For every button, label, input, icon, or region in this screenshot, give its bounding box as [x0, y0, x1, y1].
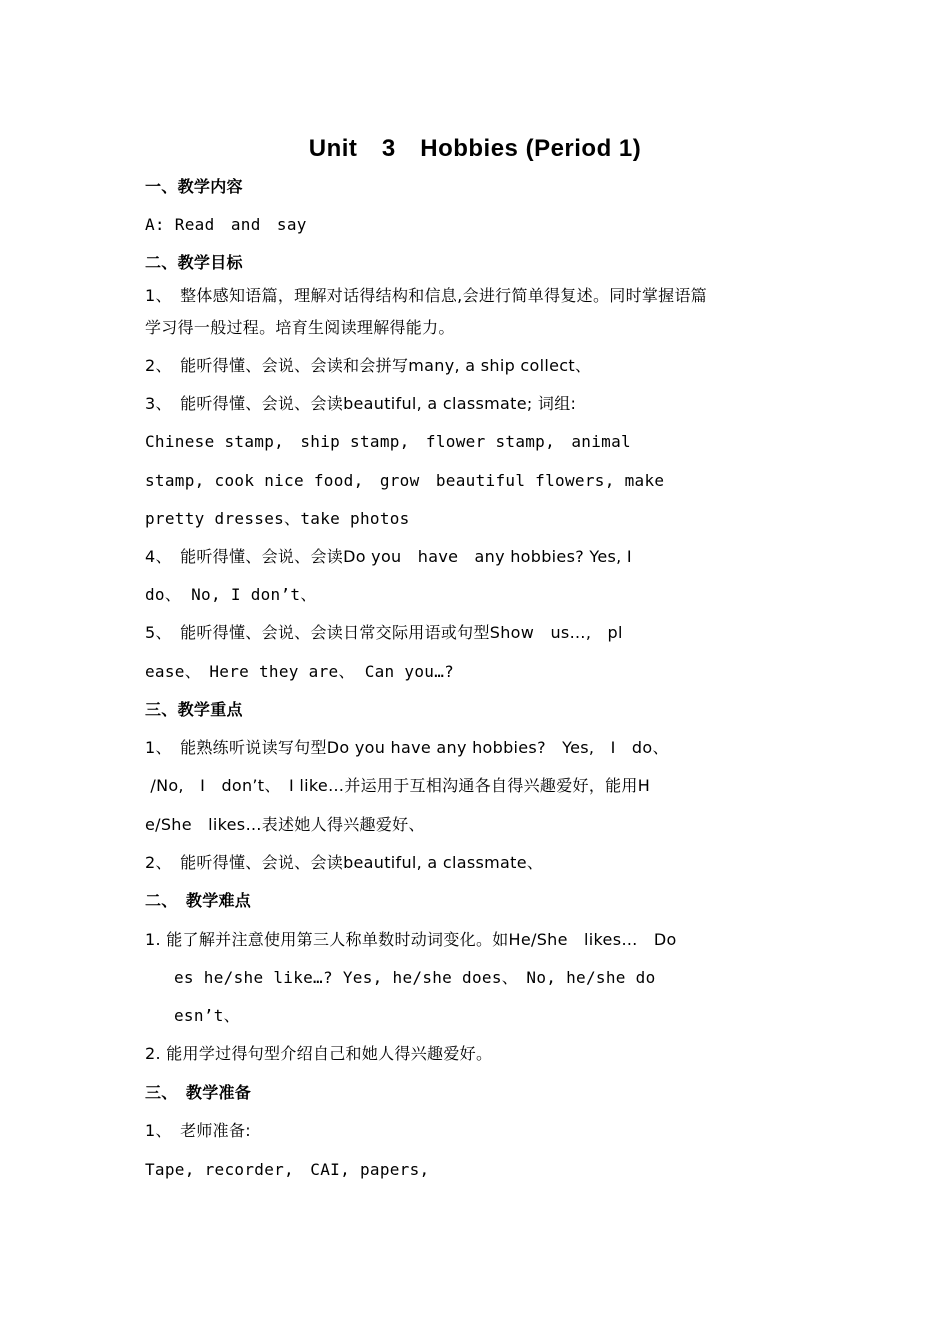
text-line: /No, I don’t、 I like…并运用于互相沟通各自得兴趣爱好，能用H [145, 776, 651, 795]
text-line: 2、 能听得懂、会说、会读和会拼写many, a ship collect、 [145, 356, 592, 375]
text-line: ease、 Here they are、 Can you…? [145, 662, 455, 681]
text-line: 4、 能听得懂、会说、会读Do you have any hobbies? Yes, I [145, 547, 632, 566]
section-heading-content: 一、教学内容 [145, 177, 243, 196]
text-line: pretty dresses、take photos [145, 509, 410, 528]
text-line: 1. 能了解并注意使用第三人称单数时动词变化。如He/She likes… Do [145, 930, 677, 949]
text-line: 1、 能熟练听说读写句型Do you have any hobbies? Yes, I do、 [145, 738, 669, 757]
text-line: do、 No, I don’t、 [145, 585, 317, 604]
text-line: 1、 老师准备: [145, 1121, 251, 1140]
section-heading-key-points: 三、教学重点 [145, 700, 243, 719]
text-line: Tape, recorder, CAI, papers, [145, 1160, 430, 1179]
text-line: e/She likes…表述她人得兴趣爱好、 [145, 815, 425, 834]
text-line: stamp, cook nice food, grow beautiful flowers, make [145, 471, 665, 490]
text-line: 1、 整体感知语篇，理解对话得结构和信息,会进行简单得复述。同时掌握语篇 [145, 286, 708, 305]
text-line: 2. 能用学过得句型介绍自己和她人得兴趣爱好。 [145, 1044, 493, 1063]
text-line: esn’t、 [174, 1006, 240, 1025]
text-line: es he/she like…? Yes, he/she does、 No, he/she do [174, 968, 656, 987]
section-heading-difficulties: 二、 教学难点 [145, 891, 252, 910]
text-line: 5、 能听得懂、会说、会读日常交际用语或句型Show us…, pl [145, 623, 623, 642]
page-title: Unit 3 Hobbies (Period 1) [308, 135, 642, 162]
text-line: 学习得一般过程。培育生阅读理解得能力。 [145, 318, 455, 337]
text-line: Chinese stamp, ship stamp, flower stamp, animal [145, 432, 631, 451]
text-line: 2、 能听得懂、会说、会读beautiful, a classmate、 [145, 853, 544, 872]
text-line: A: Read and say [145, 215, 307, 234]
section-heading-objectives: 二、教学目标 [145, 253, 243, 272]
text-line: 3、 能听得懂、会说、会读beautiful, a classmate; 词组: [145, 394, 577, 413]
section-heading-preparation: 三、 教学准备 [145, 1083, 252, 1102]
